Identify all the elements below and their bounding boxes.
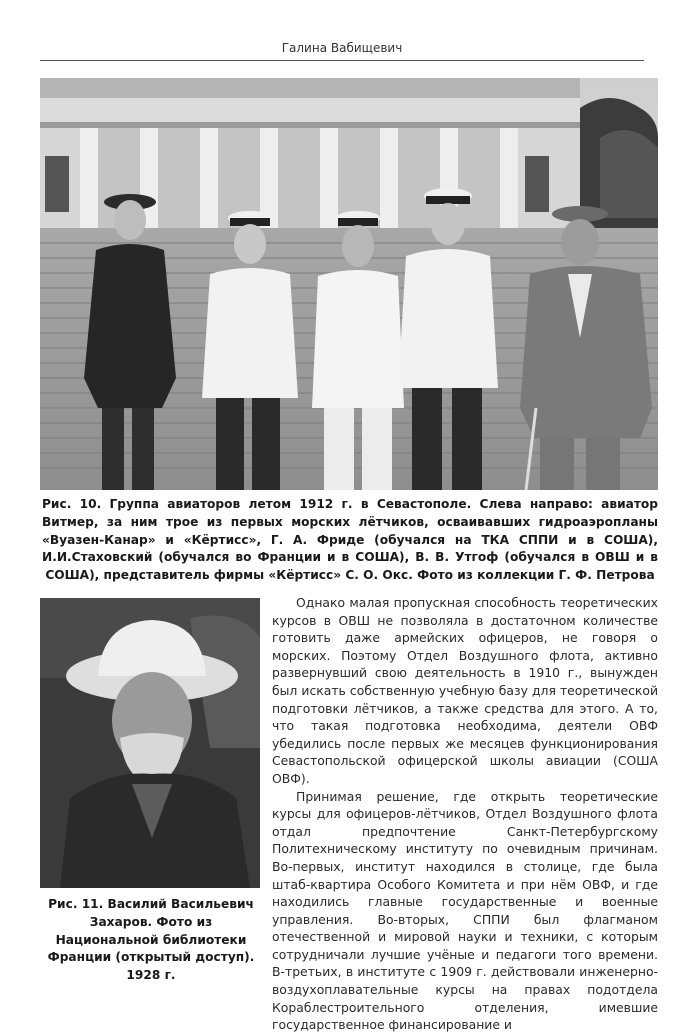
running-header: Галина Вабищевич bbox=[281, 41, 403, 55]
body-paragraph: Однако малая пропускная способность теоретических курсов в ОВШ не позволяла в достаточном количестве готовить даже армейских офицеров, не говоря о морских. Поэтому Отдел Воздушного флота, активно развернувший свою деятельность в 1910 г., вынужден был искать собственную учебную базу для теоретической подготовки лётчиков, а также средства для этого. А то, что такая подготовка необходима, деятели ОВФ убедились после первых же месяцев функционирования Севастопольской офицерской школы авиации (СОША ОВФ). bbox=[272, 595, 658, 786]
figure-10-caption: Рис. 10. Группа авиаторов летом 1912 г. в Севастополе. Слева направо: авиатор Витмер, за ним трое из первых морских лётчиков, осваивавших гидроаэропланы «Вуазен-Канар» и «Кёртисс», Г. А. Фриде (обучался на ТКА СППИ и в СОША), И.И.Стаховский (обучался во Франции и в СОША), В. В. Утгоф (обучался в ОВШ и в СОША), представитель фирмы «Кёртисс» С. О. Окс. Фото из коллекции Г. Ф. Петрова bbox=[42, 497, 658, 583]
body-text bbox=[272, 594, 658, 1034]
header-rule bbox=[40, 60, 644, 61]
figure-11-caption: Рис. 11. Василий Васильевич Захаров. Фото из Национальной библиотеки Франции (открытый доступ). 1928 г. bbox=[47, 897, 255, 983]
group-photo bbox=[40, 78, 658, 490]
body-paragraph: Принимая решение, где открыть теоретические курсы для офицеров-лётчиков, Отдел Воздушного флота отдал предпочтение Санкт-Петербургскому Политехническому институту по очевидным причинам. Во-первых, институт находился в столице, где была штаб-квартира Особого Комитета и при нём ОВФ, и где находились главные государственные и военные управления. Во-вторых, СППИ был флагманом отечественной и мировой науки и техники, с которым сотрудничали лучшие учёные и педагоги того времени. В-третьих, в институте с 1909 г. действовали инженерно-воздухоплавательные курсы на правах подотдела Кораблестроительного отделения, имевшие государственное финансирование и bbox=[272, 788, 658, 1033]
portrait-photo bbox=[40, 598, 260, 888]
